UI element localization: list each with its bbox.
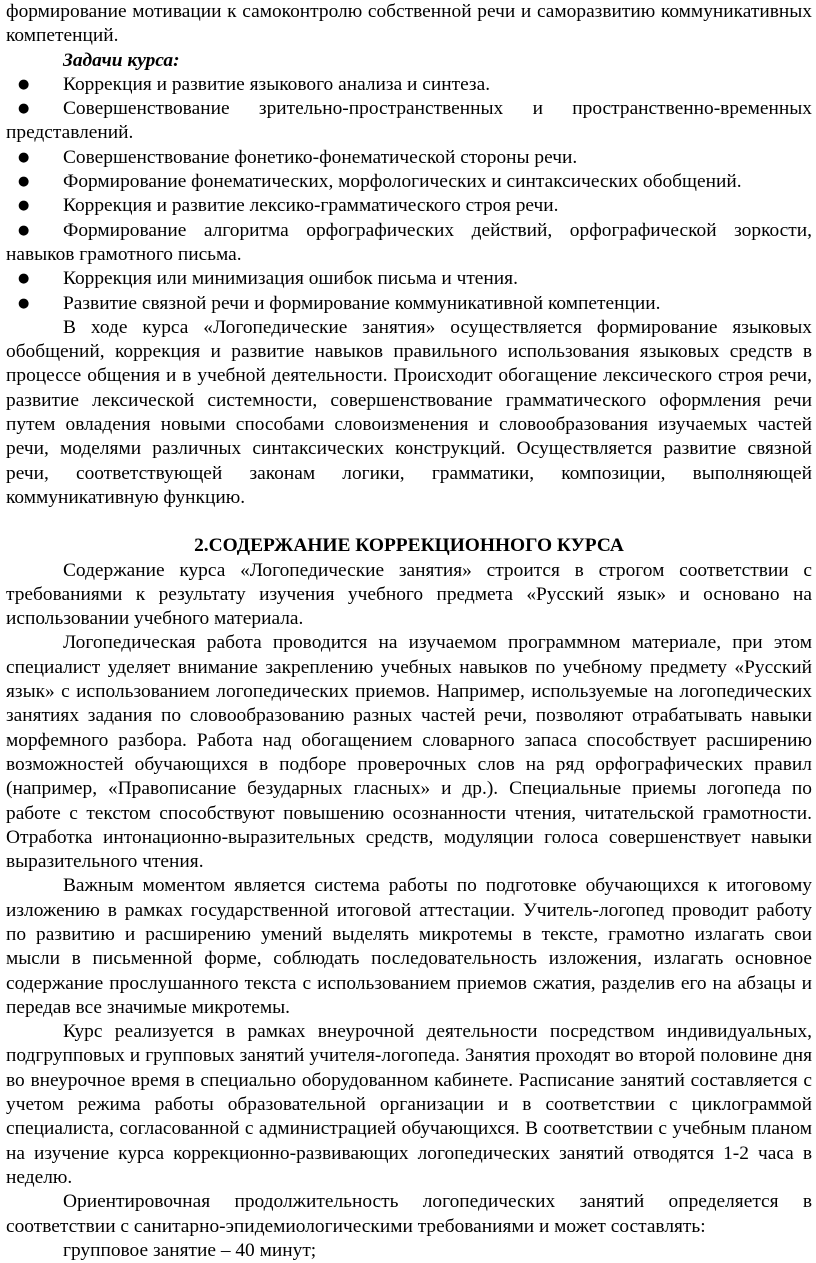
section-paragraph-2: Логопедическая работа проводится на изучаемом программном материале, при этом специалист уделяет внимание закреплению учебных навыков по учебному предмету «Русский язык» с использованием логопедических приемов. Например, используемые на логопедических занятиях задания по словообразованию разных частей речи, позволяют отрабатывать навыки морфемного разбора. Работа над обогащением словарного запаса способствует расширению возможностей обучающихся в подборе проверочных слов на ряд орфографических правил (например, «Правописание безударных гласных» и др.). Специальные приемы логопеда по работе с текстом способствуют повышению осознанности чтения, читательской грамотности. Отработка интонационно-выразительных средств, модуляции голоса совершенствует навыки выразительного чтения. (6, 632, 812, 873)
bullet-icon: ● (18, 174, 30, 190)
section-paragraph-3: Важным моментом является система работы по подготовке обучающихся к итоговому изложению в рамках государственной итоговой аттестации. Учитель-логопед проводит работу по развитию и расширению умений выделять микротемы в тексте, грамотно излагать свои мысли в письменной форме, соблюдать последовательность изложения, излагать основное содержание прослушанного текста с использованием приемов сжатия, разделив его на абзацы и передав все значимые микротемы. (6, 875, 812, 1018)
list-item: ● Формирование фонематических, морфологических и синтаксических обобщений. (6, 170, 812, 194)
section-paragraph-4: Курс реализуется в рамках внеурочной деятельности посредством индивидуальных, подгрупповых и групповых занятий учителя-логопеда. Занятия проходят во второй половине дня во внеурочное время в специально оборудованном кабинете. Расписание занятий составляется с учетом режима работы образовательной организации и в соответствии с циклограммой специалиста, согласованной с администрацией обучающихся. В соответствии с учебным планом на изучение курса коррекционно-развивающих логопедических занятий отводятся 1-2 часа в неделю. (6, 1021, 812, 1188)
list-item: ● Совершенствование зрительно-пространственных и пространственно-временных представлений. (6, 98, 812, 144)
document-page (6, 0, 812, 1263)
tasks-list (6, 73, 812, 316)
duration-group: групповое занятие – 40 минут; (63, 1239, 317, 1261)
bullet-icon: ● (18, 101, 30, 117)
list-item: ● Коррекция и развитие языкового анализа и синтеза. (6, 73, 812, 97)
bullet-icon: ● (18, 76, 30, 92)
bullet-icon: ● (18, 271, 30, 287)
bullet-icon: ● (18, 149, 30, 165)
bullet-icon: ● (18, 295, 30, 311)
section-title: 2.СОДЕРЖАНИЕ КОРРЕКЦИОННОГО КУРСА (194, 535, 624, 557)
tasks-heading: Задачи курса: (63, 49, 180, 71)
section-paragraph-5: Ориентировочная продолжительность логопедических занятий определяется в соответствии с санитарно-эпидемиологическими требованиями и может составлять: (6, 1191, 812, 1237)
list-item: ● Коррекция или минимизация ошибок письма и чтения. (6, 267, 812, 291)
list-item: ● Коррекция и развитие лексико-грамматического строя речи. (6, 194, 812, 218)
course-goals-paragraph: В ходе курса «Логопедические занятия» осуществляется формирование языковых обобщений, коррекция и развитие навыков правильного использования языковых средств в процессе общения и в учебной деятельности. Происходит обогащение лексического строя речи, развитие лексической системности, совершенствование грамматического оформления речи путем овладения новыми способами словоизменения и словообразования изучаемых частей речи, моделями различных синтаксических конструкций. Осуществляется развитие связной речи, соответствующей законам логики, грамматики, композиции, выполняющей коммуникативную функцию. (6, 316, 812, 508)
section-paragraph-1: Содержание курса «Логопедические занятия» строится в строгом соответствии с требованиями к результату изучения учебного предмета «Русский язык» и основано на использовании учебного материала. (6, 559, 812, 630)
bullet-icon: ● (18, 222, 30, 238)
list-item: ● Развитие связной речи и формирование коммуникативной компетенции. (6, 292, 812, 316)
list-item: ● Формирование алгоритма орфографических действий, орфографической зоркости, навыков грамотного письма. (6, 219, 812, 265)
list-item: ● Совершенствование фонетико-фонематической стороны речи. (6, 146, 812, 170)
intro-fragment: формирование мотивации к самоконтролю собственной речи и саморазвитию коммуникативных компетенций. (6, 1, 812, 47)
bullet-icon: ● (18, 198, 30, 214)
